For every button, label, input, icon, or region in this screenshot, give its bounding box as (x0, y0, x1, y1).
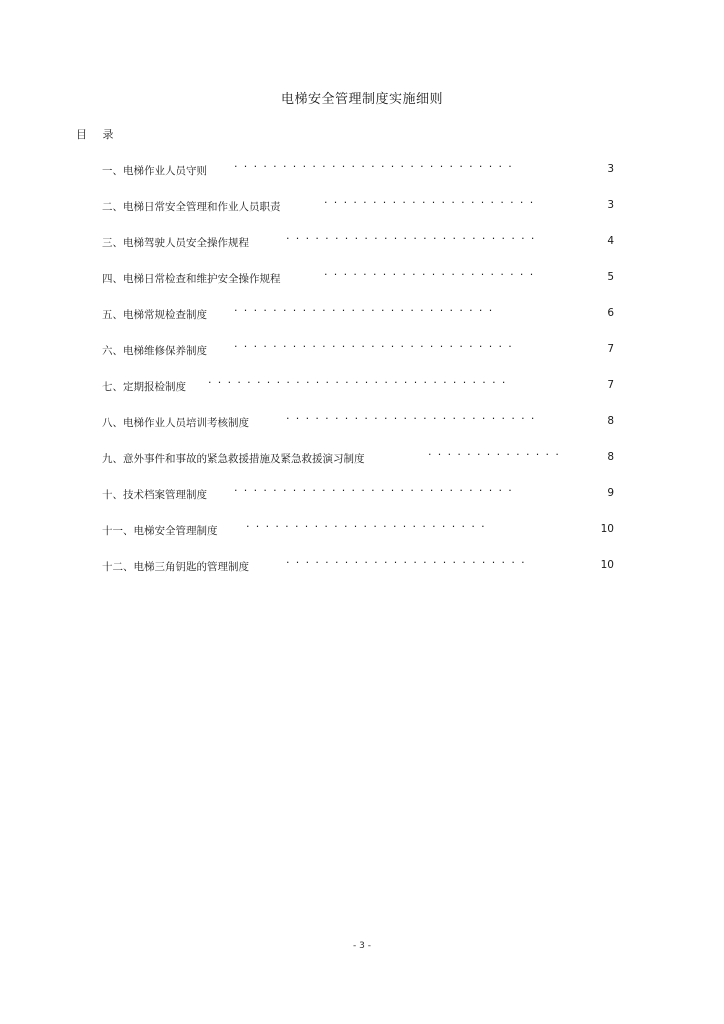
toc-entry-2[interactable] (102, 196, 614, 232)
toc-entry-page: 3 (607, 163, 614, 175)
toc-heading: 目 录 (76, 128, 120, 141)
toc-leader-dots: ······························· (208, 376, 512, 389)
toc-entry-label: 四、电梯日常检查和维护安全操作规程 (102, 273, 281, 285)
toc-entry-label: 二、电梯日常安全管理和作业人员职责 (102, 201, 281, 213)
toc-leader-dots: ····························· (234, 160, 519, 173)
toc-entry-6[interactable] (102, 340, 614, 376)
toc-entry-label: 十一、电梯安全管理制度 (102, 525, 218, 537)
toc-entry-label: 八、电梯作业人员培训考核制度 (102, 417, 249, 429)
toc-leader-dots: ·························· (286, 232, 541, 245)
toc-entry-page: 10 (600, 523, 614, 535)
toc-entry-page: 9 (607, 487, 614, 499)
toc-entry-8[interactable] (102, 412, 614, 448)
toc-entry-page: 7 (607, 379, 614, 391)
toc-leader-dots: ··························· (234, 304, 499, 317)
toc-entry-label: 九、意外事件和事故的紧急救援措施及紧急救援演习制度 (102, 453, 365, 465)
toc-entry-label: 七、定期报检制度 (102, 381, 186, 393)
toc-entry-11[interactable] (102, 520, 614, 556)
toc-entry-label: 十、技术档案管理制度 (102, 489, 207, 501)
toc-leader-dots: ······················ (324, 196, 540, 209)
toc-leader-dots: ························· (286, 556, 531, 569)
toc-leader-dots: ························· (246, 520, 491, 533)
toc-entry-label: 三、电梯驾驶人员安全操作规程 (102, 237, 249, 249)
table-of-contents (102, 160, 614, 592)
toc-leader-dots: ····························· (234, 340, 519, 353)
toc-entry-5[interactable] (102, 304, 614, 340)
toc-entry-7[interactable] (102, 376, 614, 412)
toc-entry-page: 6 (607, 307, 614, 319)
toc-entry-1[interactable] (102, 160, 614, 196)
page-number-footer: - 3 - (353, 941, 371, 951)
toc-entry-10[interactable] (102, 484, 614, 520)
toc-entry-page: 4 (607, 235, 614, 247)
toc-entry-page: 3 (607, 199, 614, 211)
toc-entry-3[interactable] (102, 232, 614, 268)
toc-entry-9[interactable] (102, 448, 614, 484)
toc-entry-label: 十二、电梯三角钥匙的管理制度 (102, 561, 249, 573)
toc-entry-4[interactable] (102, 268, 614, 304)
toc-leader-dots: ····························· (234, 484, 519, 497)
toc-entry-label: 五、电梯常规检查制度 (102, 309, 207, 321)
toc-entry-page: 7 (607, 343, 614, 355)
toc-entry-label: 一、电梯作业人员守则 (102, 165, 207, 177)
toc-entry-label: 六、电梯维修保养制度 (102, 345, 207, 357)
toc-entry-page: 8 (607, 415, 614, 427)
document-title: 电梯安全管理制度实施细则 (280, 92, 443, 107)
toc-entry-page: 5 (607, 271, 614, 283)
toc-leader-dots: ·························· (286, 412, 541, 425)
toc-entry-12[interactable] (102, 556, 614, 592)
toc-leader-dots: ······················ (324, 268, 540, 281)
toc-entry-page: 8 (607, 451, 614, 463)
toc-entry-page: 10 (600, 559, 614, 571)
toc-leader-dots: ·············· (428, 448, 566, 461)
